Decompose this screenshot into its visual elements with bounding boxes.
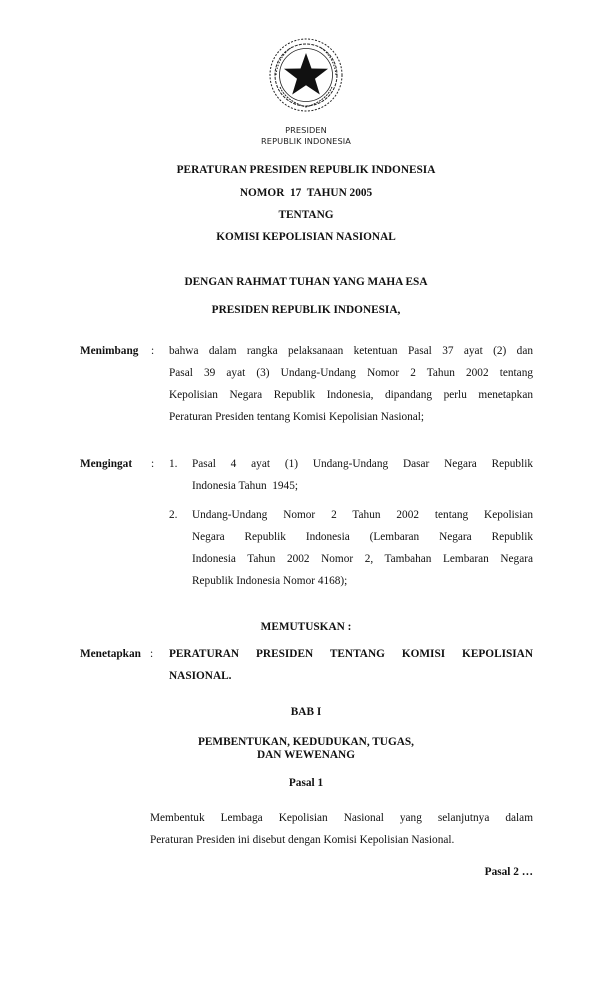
emblem-caption-republic: REPUBLIK INDONESIA	[261, 136, 351, 146]
menimbang-line: Peraturan Presiden tentang Komisi Kepolisian Nasional;	[169, 411, 425, 423]
mengingat-item-2	[192, 509, 533, 589]
mengingat-line: Undang-Undang Nomor 2 Tahun 2002 tentang Kepolisian	[192, 509, 533, 521]
menetapkan-label: Menetapkan	[80, 648, 141, 660]
chapter-number: BAB I	[290, 706, 322, 718]
regulation-title: PERATURAN PRESIDEN REPUBLIK INDONESIA	[176, 164, 436, 176]
mengingat-line: Indonesia Tahun 1945;	[192, 480, 298, 492]
menimbang-line: Kepolisian Negara Republik Indonesia, dipandang perlu menetapkan	[169, 389, 533, 401]
mengingat-item-number: 1.	[169, 458, 178, 470]
regulation-number: NOMOR 17 TAHUN 2005	[239, 187, 373, 199]
preamble-blessing: DENGAN RAHMAT TUHAN YANG MAHA ESA	[184, 276, 428, 288]
menimbang-line: Pasal 39 ayat (3) Undang-Undang Nomor 2 Tahun 2002 tentang	[169, 367, 533, 379]
article-1-line: Peraturan Presiden ini disebut dengan Komisi Kepolisian Nasional.	[150, 834, 455, 846]
chapter-title-line1: PEMBENTUKAN, KEDUDUKAN, TUGAS,	[197, 736, 415, 748]
mengingat-line: Negara Republik Indonesia (Lembaran Negara Republik	[192, 531, 533, 543]
article-1-heading: Pasal 1	[288, 777, 324, 789]
menetapkan-line: PERATURAN PRESIDEN TENTANG KOMISI KEPOLISIAN	[169, 648, 533, 660]
mengingat-line: Indonesia Tahun 2002 Nomor 2, Tambahan Lembaran Negara	[192, 553, 533, 565]
mengingat-line: Pasal 4 ayat (1) Undang-Undang Dasar Negara Republik	[192, 458, 533, 470]
mengingat-item-1	[192, 458, 533, 494]
menimbang-label: Menimbang	[80, 345, 139, 357]
emblem-caption-president: PRESIDEN	[285, 125, 327, 135]
mengingat-label: Mengingat	[80, 458, 133, 470]
menetapkan-text	[169, 648, 533, 684]
presidential-emblem-icon	[266, 35, 346, 115]
article-1-text	[150, 812, 533, 848]
regulation-subject: KOMISI KEPOLISIAN NASIONAL	[216, 231, 396, 243]
memutuskan-heading: MEMUTUSKAN :	[260, 621, 352, 633]
article-1-line: Membentuk Lembaga Kepolisian Nasional yang selanjutnya dalam	[150, 812, 533, 824]
mengingat-item-number: 2.	[169, 509, 178, 521]
menimbang-line: bahwa dalam rangka pelaksanaan ketentuan Pasal 37 ayat (2) dan	[169, 345, 533, 357]
menetapkan-colon: :	[150, 648, 154, 660]
regulation-about: TENTANG	[278, 209, 334, 221]
menimbang-text	[169, 345, 533, 425]
menimbang-colon: :	[151, 345, 155, 357]
preamble-president: PRESIDEN REPUBLIK INDONESIA,	[211, 304, 401, 316]
chapter-title-line2: DAN WEWENANG	[256, 749, 356, 761]
mengingat-colon: :	[151, 458, 155, 470]
menetapkan-line: NASIONAL.	[169, 670, 232, 682]
page-continuation: Pasal 2 …	[484, 866, 533, 878]
mengingat-line: Republik Indonesia Nomor 4168);	[192, 575, 348, 587]
